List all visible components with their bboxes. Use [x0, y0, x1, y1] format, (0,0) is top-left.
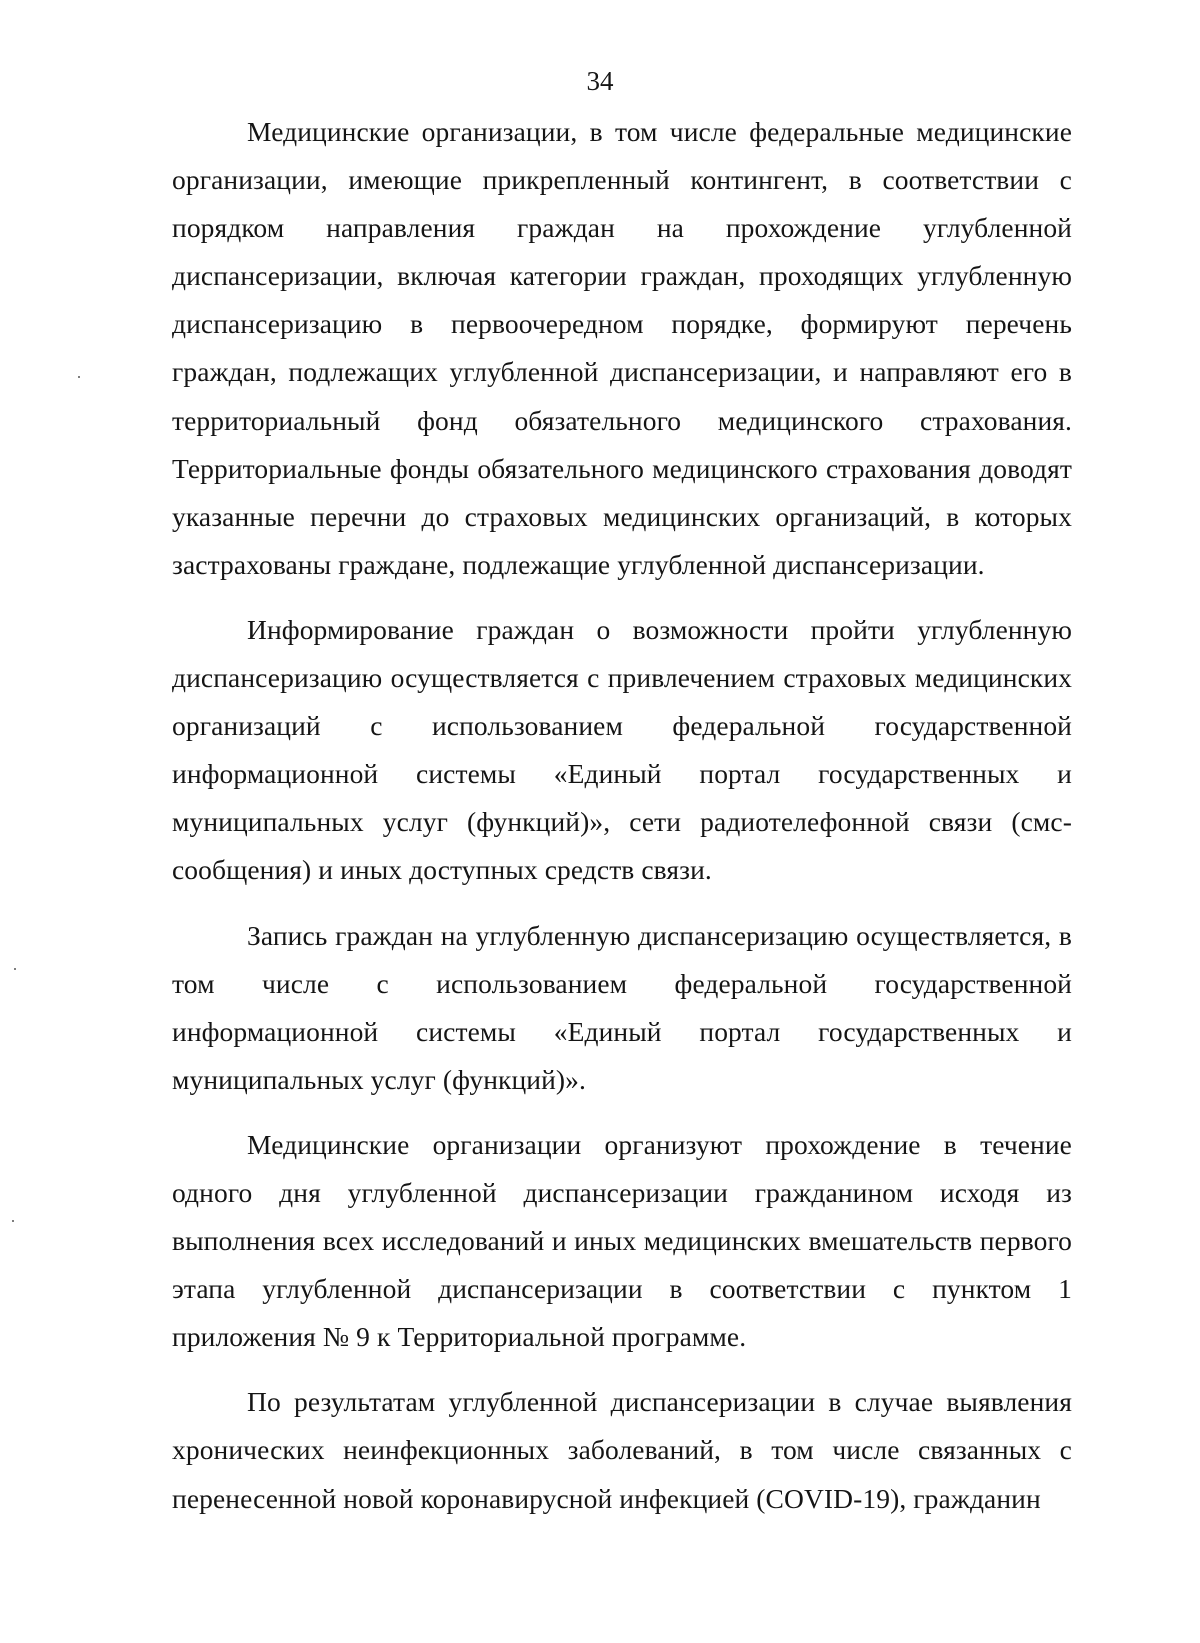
document-body [172, 108, 1072, 1523]
paragraph-5: По результатам углубленной диспансеризации в случае выявления хронических неинфекционных заболеваний, в том числе связанных с перенесенной новой коронавирусной инфекцией (COVID-19), гражданин [172, 1386, 1072, 1514]
page-number: 34 [586, 66, 614, 96]
paragraph-3: Запись граждан на углубленную диспансеризацию осуществляется, в том числе с использованием федеральной государственной информационной системы «Единый портал государственных и муниципальных услуг (функций)». [172, 919, 1072, 1095]
paragraph-4: Медицинские организации организуют прохождение в течение одного дня углубленной диспансеризации гражданином исходя из выполнения всех исследований и иных медицинских вмешательств первого этапа углубленной диспансеризации в соответствии с пунктом 1 приложения № 9 к Территориальной программе. [172, 1128, 1072, 1353]
paragraph-1: Медицинские организации, в том числе федеральные медицинские организации, имеющие прикрепленный контингент, в соответствии с порядком направления граждан на прохождение углубленной диспансеризации, включая категории граждан, проходящих углубленную диспансеризацию в первоочередном порядке, формируют перечень граждан, подлежащих углубленной диспансеризации, и направляют его в территориальный фонд обязательного медицинского страхования. Территориальные фонды обязательного медицинского страхования доводят указанные перечни до страховых медицинских организаций, в которых застрахованы граждане, подлежащие углубленной диспансеризации. [172, 116, 1072, 580]
paragraph-2: Информирование граждан о возможности пройти углубленную диспансеризацию осуществляется с привлечением страховых медицинских организаций с использованием федеральной государственной информационной системы «Единый портал государственных и муниципальных услуг (функций)», сети радиотелефонной связи (смс-сообщения) и иных доступных средств связи. [172, 613, 1072, 886]
scan-speck [12, 1220, 14, 1222]
scan-speck [78, 376, 80, 378]
scan-speck [14, 968, 16, 970]
